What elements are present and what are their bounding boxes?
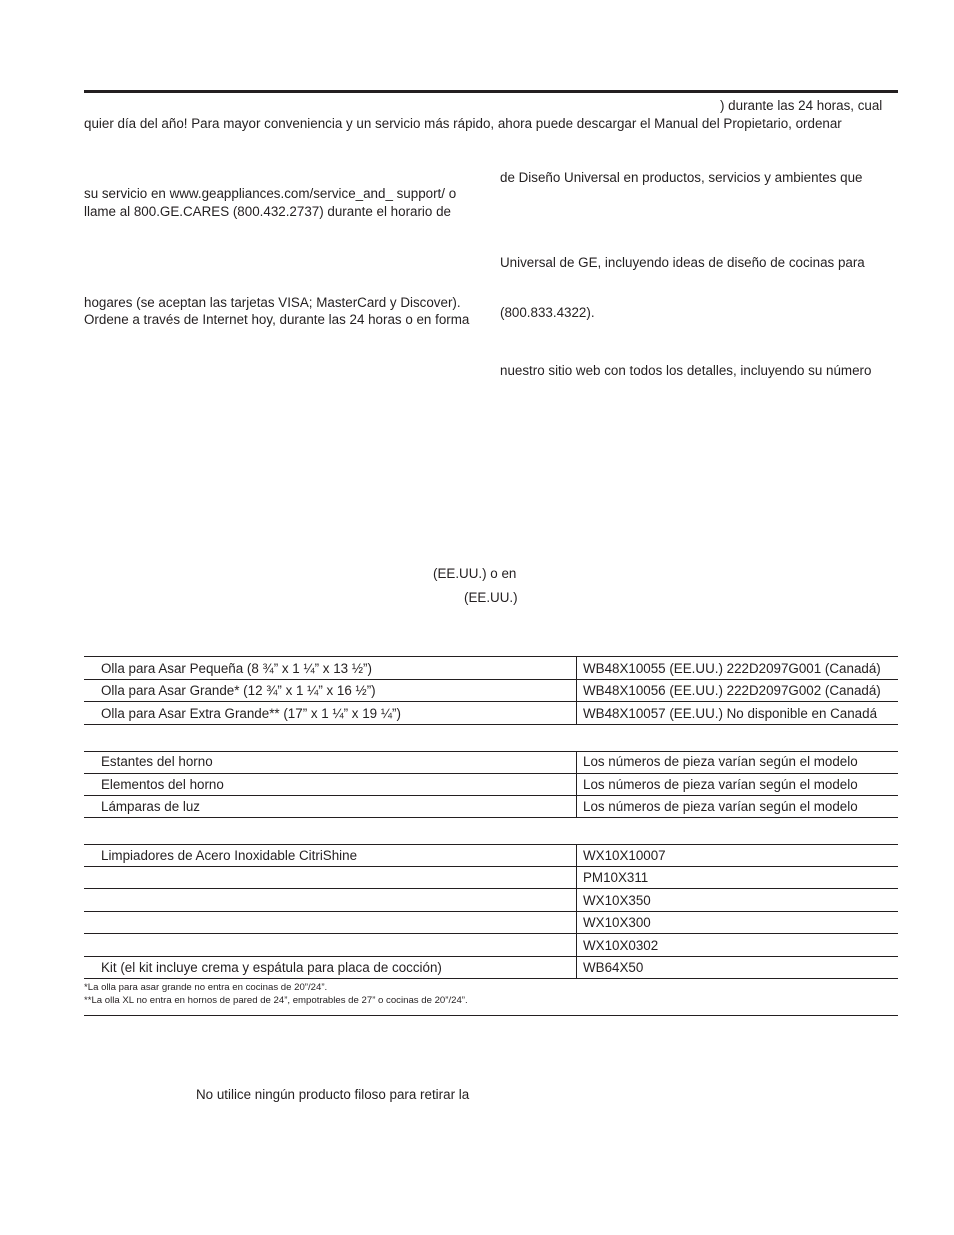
intro-line-2: quier día del año! Para mayor conveniencia y un servicio más rápido, ahora puede descargar el Manual del Propietario, ordenar [84, 116, 842, 131]
item-name: Elementos del horno [101, 777, 224, 792]
part-number: WX10X0302 [583, 938, 659, 953]
column-divider [576, 656, 577, 724]
part-number: PM10X311 [583, 870, 649, 885]
table-rule [84, 795, 898, 796]
website-line: nuestro sitio web con todos los detalles, incluyendo su número [500, 363, 872, 378]
part-number: Los números de pieza varían según el modelo [583, 777, 858, 792]
phone-line: (800.833.4322). [500, 305, 595, 320]
top-rule [84, 90, 898, 93]
item-name: Estantes del horno [101, 754, 213, 769]
warning-text: No utilice ningún producto filoso para retirar la [196, 1087, 470, 1102]
footnote-large-pan: *La olla para asar grande no entra en cocinas de 20”/24”. [84, 982, 328, 993]
part-number: Los números de pieza varían según el modelo [583, 799, 858, 814]
column-divider [576, 751, 577, 817]
parts-text-line-2: Ordene a través de Internet hoy, durante las 24 horas o en forma [84, 312, 470, 327]
item-name: Limpiadores de Acero Inoxidable CitriShine [101, 848, 358, 863]
center-line-2: (EE.UU.) [464, 590, 518, 605]
table-rule [84, 956, 898, 957]
footnote-xl-pan: **La olla XL no entra en hornos de pared de 24”, empotrables de 27” o cocinas de 20”/24”. [84, 995, 468, 1006]
service-text-line-1: su servicio en www.geappliances.com/service_and_ support/ o [84, 186, 457, 201]
service-text-line-2: llame al 800.GE.CARES (800.432.2737) durante el horario de [84, 204, 451, 219]
table-rule [84, 656, 898, 657]
table-rule [84, 817, 898, 818]
item-name: Olla para Asar Extra Grande** (17” x 1 ¼” x 19 ¼”) [101, 706, 401, 721]
table-rule [84, 866, 898, 867]
table-rule [84, 888, 898, 889]
parts-text-line-1: hogares (se aceptan las tarjetas VISA; MasterCard y Discover). [84, 295, 461, 310]
item-name: Kit (el kit incluye crema y espátula para placa de cocción) [101, 960, 442, 975]
table-bottom-rule [84, 1015, 898, 1016]
part-number: Los números de pieza varían según el modelo [583, 754, 858, 769]
part-number: WX10X10007 [583, 848, 666, 863]
table-rule [84, 911, 898, 912]
part-number: WB64X50 [583, 960, 644, 975]
table-rule [84, 933, 898, 934]
part-number: WB48X10057 (EE.UU.) No disponible en Canadá [583, 706, 878, 721]
table-rule [84, 751, 898, 752]
part-number: WB48X10056 (EE.UU.) 222D2097G002 (Canadá) [583, 683, 881, 698]
table-rule [84, 844, 898, 845]
table-rule [84, 773, 898, 774]
table-rule [84, 701, 898, 702]
part-number: WX10X350 [583, 893, 651, 908]
intro-line-1: ) durante las 24 horas, cual [720, 98, 883, 113]
table-rule [84, 724, 898, 725]
item-name: Olla para Asar Grande* (12 ¾” x 1 ¼” x 16 ½”) [101, 683, 376, 698]
center-line-1: (EE.UU.) o en [433, 566, 517, 581]
table-rule [84, 679, 898, 680]
item-name: Lámparas de luz [101, 799, 200, 814]
design-text-line: de Diseño Universal en productos, servicios y ambientes que [500, 170, 863, 185]
universal-design-line: Universal de GE, incluyendo ideas de diseño de cocinas para [500, 255, 865, 270]
item-name: Olla para Asar Pequeña (8 ¾” x 1 ¼” x 13 ½”) [101, 661, 372, 676]
part-number: WB48X10055 (EE.UU.) 222D2097G001 (Canadá) [583, 661, 881, 676]
part-number: WX10X300 [583, 915, 651, 930]
table-rule [84, 978, 898, 979]
